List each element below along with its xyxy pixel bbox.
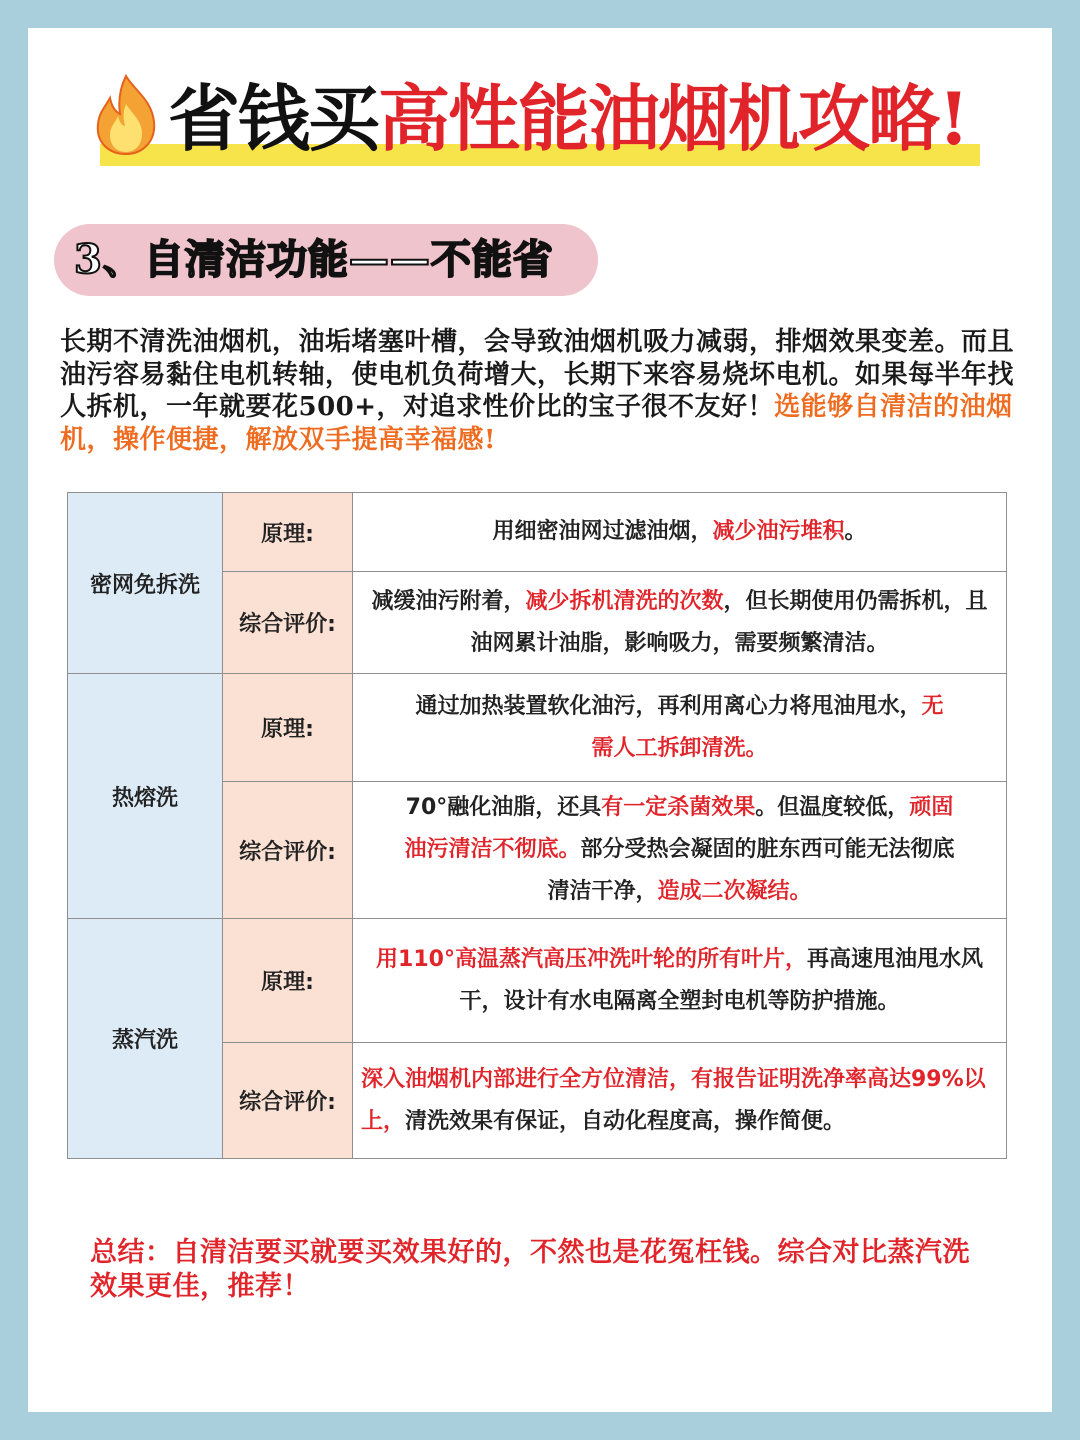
comparison-table <box>67 492 1007 1159</box>
cell-highlight: 用110°高温蒸汽高压冲洗叶轮的所有叶片， <box>376 946 807 972</box>
summary-text: 总结：自清洁要买就要买效果好的，不然也是花冤枉钱。综合对比蒸汽洗效果更佳，推荐！ <box>90 1237 970 1302</box>
table-row <box>68 919 1007 1043</box>
principle-cell <box>353 493 1007 572</box>
cell-text: 。但温度较低， <box>755 795 910 820</box>
review-label: 综合评价: <box>223 1043 353 1159</box>
cell-text: 70°融化油脂，还具 <box>405 795 602 820</box>
title-text <box>168 74 968 164</box>
table-row <box>68 674 1007 782</box>
category-cell: 密网免拆洗 <box>68 493 223 674</box>
cell-highlight: 造成二次凝结。 <box>657 879 812 904</box>
cell-text: 清洗效果有保证，自动化程度高，操作简便。 <box>405 1108 846 1134</box>
principle-label: 原理: <box>223 919 353 1043</box>
review-cell <box>353 782 1007 919</box>
title-suffix: ! <box>938 76 968 161</box>
cell-highlight: 减少拆机清洗的次数 <box>525 588 724 614</box>
title-part-1: 省钱买 <box>168 76 379 161</box>
principle-cell <box>353 919 1007 1043</box>
intro-text: 长期不清洗油烟机，油垢堵塞叶槽，会导致油烟机吸力减弱，排烟效果变差。而且油污容易黏住电机转轴，使电机负荷增大，长期下来容易烧坏电机。如果每半年找人拆机，一年就要花500+，对追求性价比的宝子很不友好！ <box>60 327 1015 422</box>
title-part-2: 高性能油烟机攻略 <box>378 76 939 161</box>
cell-highlight: 无需人工拆卸清洗。 <box>591 693 944 761</box>
page-title <box>70 52 1030 182</box>
cell-highlight: 深入油烟机内部进行全方位清洁，有报告证明洗净率高达99%以上， <box>361 1066 986 1134</box>
principle-label: 原理: <box>223 674 353 782</box>
cell-text: 。 <box>844 519 867 544</box>
cell-text: 再高速甩油甩水风干，设计有水电隔离全塑封电机等防护措施。 <box>459 946 983 1014</box>
cell-text: 部分受热会凝固的脏东西可能无法彻底清洁干净， <box>547 837 955 904</box>
cell-highlight: 减少油污堆积 <box>712 519 845 544</box>
category-cell: 热熔洗 <box>68 674 223 919</box>
fire-icon <box>90 74 162 156</box>
review-label: 综合评价: <box>223 572 353 674</box>
review-label: 综合评价: <box>223 782 353 919</box>
principle-cell <box>353 674 1007 782</box>
review-cell <box>353 1043 1007 1159</box>
cell-highlight: 有一定杀菌效果 <box>601 795 756 820</box>
principle-label: 原理: <box>223 493 353 572</box>
cell-text: ，但长期使用仍需拆机，且油网累计油脂，影响吸力，需要频繁清洁。 <box>470 588 988 656</box>
cell-text: 用细密油网过滤油烟， <box>492 519 713 544</box>
section-heading: 3、自清洁功能——不能省 <box>74 236 554 283</box>
category-cell: 蒸汽洗 <box>68 919 223 1159</box>
cell-text: 减缓油污附着， <box>371 588 526 614</box>
cell-text: 通过加热装置软化油污，再利用离心力将甩油甩水， <box>415 693 922 719</box>
table-row <box>68 493 1007 572</box>
intro-paragraph <box>60 326 1020 456</box>
review-cell <box>353 572 1007 674</box>
intro-highlight: 选能够自清洁的油烟机，操作便捷，解放双手提高幸福感! <box>60 392 1013 455</box>
section-heading-pill <box>54 224 598 296</box>
cell-highlight: 顽固油污清洁不彻底。 <box>404 795 954 862</box>
